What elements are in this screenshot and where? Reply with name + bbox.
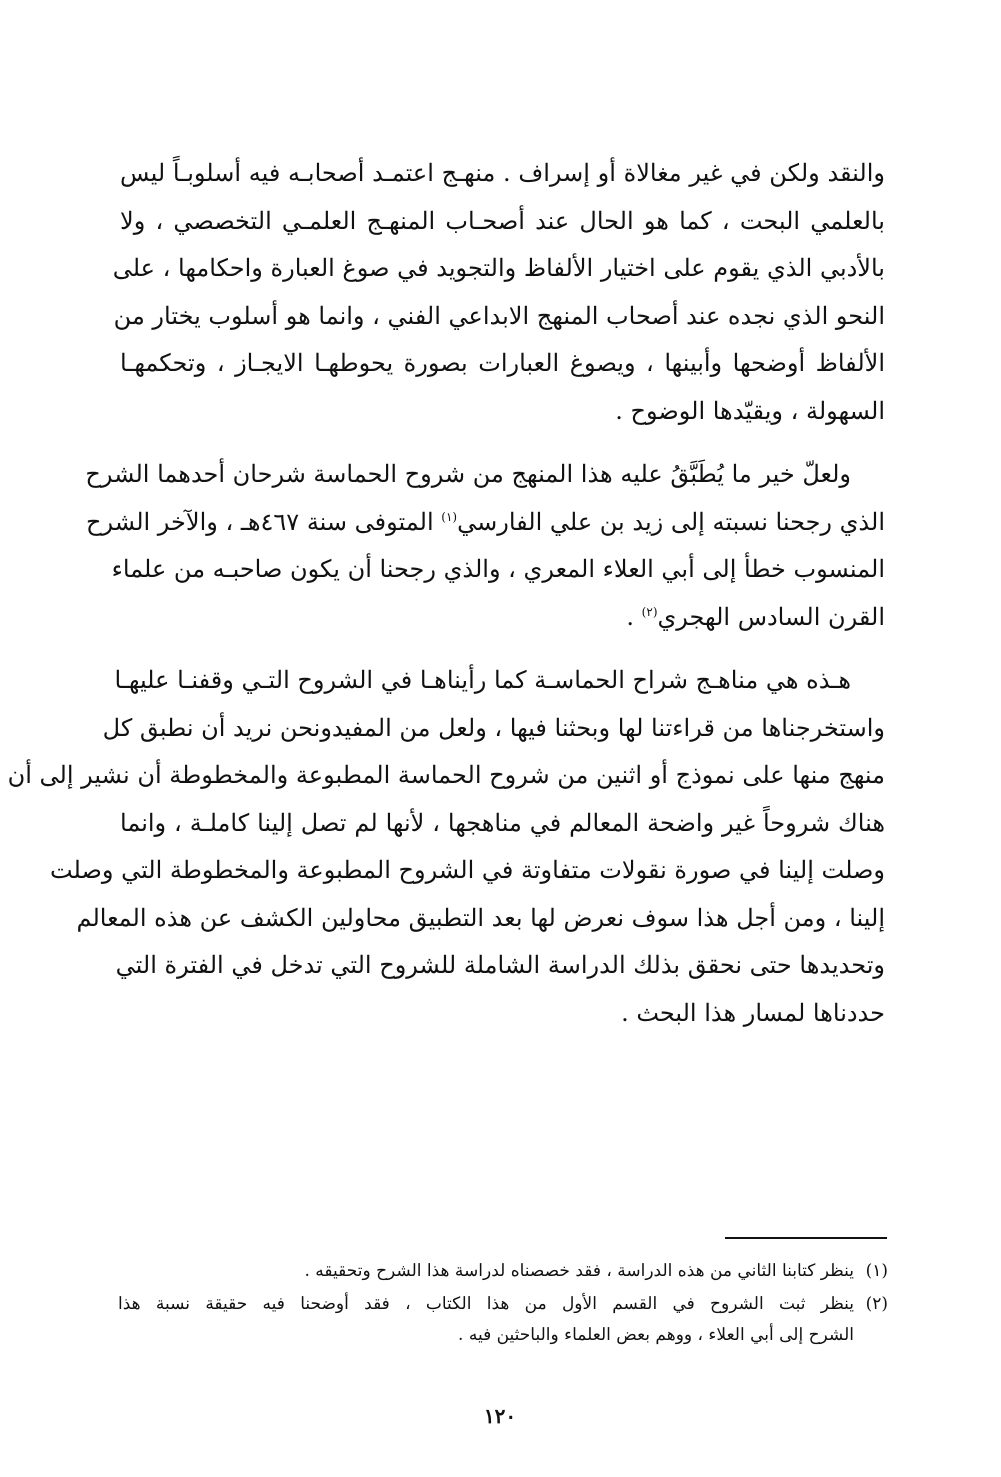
footnote-text [118,1289,854,1351]
paragraph-2 [85,451,885,641]
footnote-number: (٢) [865,1294,888,1314]
main-text [7,150,885,1053]
text-line: منهج منها على نموذج أو اثنين من شروح الحماسة المطبوعة والمخطوطة أن نشير إلى أن [7,761,885,789]
text-line: واستخرجناها من قراءتنا لها وبحثنا فيها ، ولعل من المفيدونحن نريد أن نطبق كل [102,713,885,742]
footnote-divider [725,1237,887,1239]
text-line [86,499,885,547]
footnote-line: الشرح إلى أبي العلاء ، ووهم بعض العلماء والباحثين فيه . [458,1325,854,1345]
text-line [120,594,885,642]
text-line [114,657,885,705]
text-line-content: الذي رجحنا نسبته إلى زيد بن علي الفارسي [457,507,885,536]
footnote-marker-2[interactable]: (٢) [641,604,658,619]
text-line: والنقد ولكن في غير مغالاة أو إسراف . منهـج اعتمـد أصحابـه فيه أسلوبـاً ليس [120,159,885,187]
text-line: إلينا ، ومن أجل هذا سوف نعرض لها بعد التطبيق محاولين الكشف عن هذه المعالم [76,903,885,932]
footnote-line: ينظر كتابنا الثاني من هذه الدراسة ، فقد خصصناه لدراسة هذا الشرح وتحقيقه . [304,1261,854,1281]
text-line: بالعلمي البحت ، كما هو الحال عند أصحـاب المنهـج العلمـي التخصصي ، ولا [120,206,885,235]
text-line: المنسوب خطأ إلى أبي العلاء المعري ، والذي رجحنا أن يكون صاحبـه من علماء [111,555,885,583]
paragraph-3 [7,657,885,1037]
text-line: الألفاظ أوضحها وأبينها ، ويصوغ العبارات بصورة يحوطهـا الايجـاز ، وتحكمهـا [120,349,885,377]
footnotes [118,1256,888,1353]
page-number: ١٢٠ [483,1404,517,1428]
text-line: السهولة ، ويقيّدها الوضوح . [615,396,885,425]
text-line: حددناها لمسار هذا البحث . [621,998,885,1027]
text-line-tail: المتوفى سنة ٤٦٧هـ ، والآخر الشرح [86,507,434,536]
text-line: النحو الذي نجده عند أصحاب المنهج الابداعي الفني ، وانما هو أسلوب يختار من [113,301,885,330]
footnote-marker-1[interactable]: (١) [441,509,458,524]
text-line [85,451,885,499]
footnote-text [118,1256,854,1287]
text-line: وتحديدها حتى نحقق بذلك الدراسة الشاملة للشروح التي تدخل في الفترة التي [115,951,885,979]
footnote-2 [118,1289,888,1351]
text-line-content: ولعلّ خير ما يُطَبَّقُ عليه هذا المنهج من شروح الحماسة شرحان أحدهما الشرح [85,460,851,488]
text-line-tail: . [626,602,635,631]
text-line: بالأدبي الذي يقوم على اختيار الألفاظ والتجويد في صوغ العبارة واحكامها ، على [112,254,885,282]
footnote-line: ينظر ثبت الشروح في القسم الأول من هذا الكتاب ، فقد أوضحنا فيه حقيقة نسبة هذا [118,1294,854,1314]
paragraph-1 [112,150,885,435]
footnote-1 [118,1256,888,1287]
text-line: وصلت إلينا في صورة نقولات متفاوتة في الشروح المطبوعة والمخطوطة التي وصلت [49,856,885,884]
footnote-number: (١) [865,1261,888,1281]
text-line-content: القرن السادس الهجري [657,602,885,631]
text-line-content: هـذه هي مناهـج شراح الحماسـة كما رأيناهـا في الشروح التـي وقفنـا عليهـا [114,666,851,694]
text-line: هناك شروحاً غير واضحة المعالم في مناهجها ، لأنها لم تصل إلينا كاملـة ، وانما [120,808,885,837]
